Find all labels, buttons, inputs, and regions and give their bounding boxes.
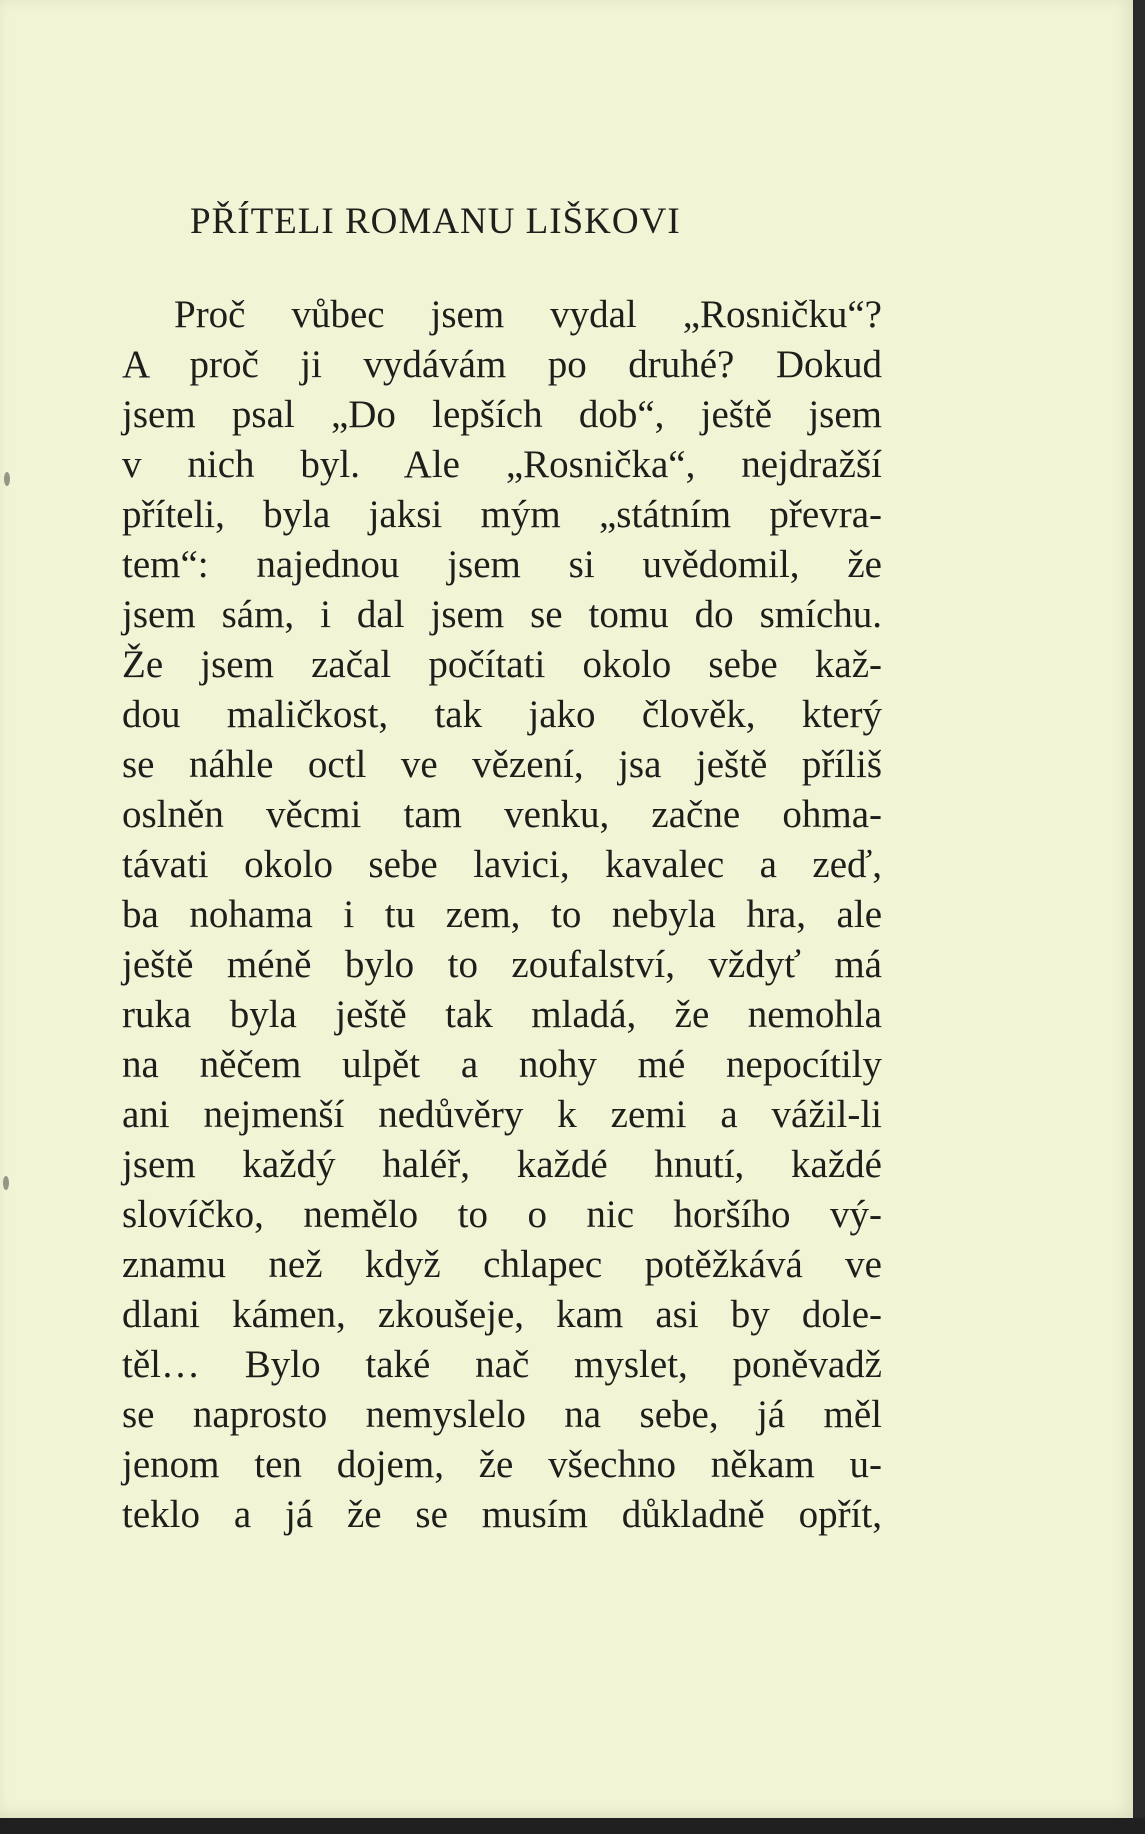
text-line: znamu než když chlapec potěžkává ve [122, 1243, 882, 1286]
page-bottom-edge [0, 1818, 1145, 1834]
text-line: těl… Bylo také nač myslet, poněvadž [122, 1343, 882, 1386]
page-edge [1133, 0, 1145, 1834]
text-line: na něčem ulpět a nohy mé nepocítily [122, 1043, 882, 1086]
text-line: v nich byl. Ale „Rosnička“, nejdražší [122, 443, 882, 486]
text-line: tem“: najednou jsem si uvědomil, že [122, 543, 882, 586]
text-line: jsem sám, i dal jsem se tomu do smíchu. [122, 593, 882, 636]
text-line: příteli, byla jaksi mým „státním převra- [122, 493, 882, 536]
text-line: A proč ji vydávám po druhé? Dokud [122, 343, 882, 386]
text-line: ruka byla ještě tak mladá, že nemohla [122, 993, 882, 1036]
text-line: Že jsem začal počítati okolo sebe kaž- [122, 643, 882, 686]
body-text [122, 290, 882, 1540]
text-line: se náhle octl ve vězení, jsa ještě příliš [122, 743, 882, 786]
page-title: PŘÍTELI ROMANU LIŠKOVI [190, 201, 681, 242]
text-line: teklo a já že se musím důkladně opřít, [122, 1493, 882, 1536]
text-line: dou maličkost, tak jako člověk, který [122, 693, 882, 736]
text-line: távati okolo sebe lavici, kavalec a zeď, [122, 843, 882, 886]
text-line: jenom ten dojem, že všechno někam u- [122, 1443, 882, 1486]
text-line: Proč vůbec jsem vydal „Rosničku“? [174, 293, 882, 336]
text-line: ba nohama i tu zem, to nebyla hra, ale [122, 893, 882, 936]
margin-mark [3, 1176, 9, 1190]
text-line: ani nejmenší nedůvěry k zemi a vážil-li [122, 1093, 882, 1136]
text-line: se naprosto nemyslelo na sebe, já měl [122, 1393, 882, 1436]
text-line: ještě méně bylo to zoufalství, vždyť má [122, 943, 882, 986]
text-line: jsem každý haléř, každé hnutí, každé [122, 1143, 882, 1186]
text-line: slovíčko, nemělo to o nic horšího vý- [122, 1193, 882, 1236]
margin-mark [4, 472, 10, 486]
text-line: oslněn věcmi tam venku, začne ohma- [122, 793, 882, 836]
text-line: dlani kámen, zkoušeje, kam asi by dole- [122, 1293, 882, 1336]
text-line: jsem psal „Do lepších dob“, ještě jsem [122, 393, 882, 436]
